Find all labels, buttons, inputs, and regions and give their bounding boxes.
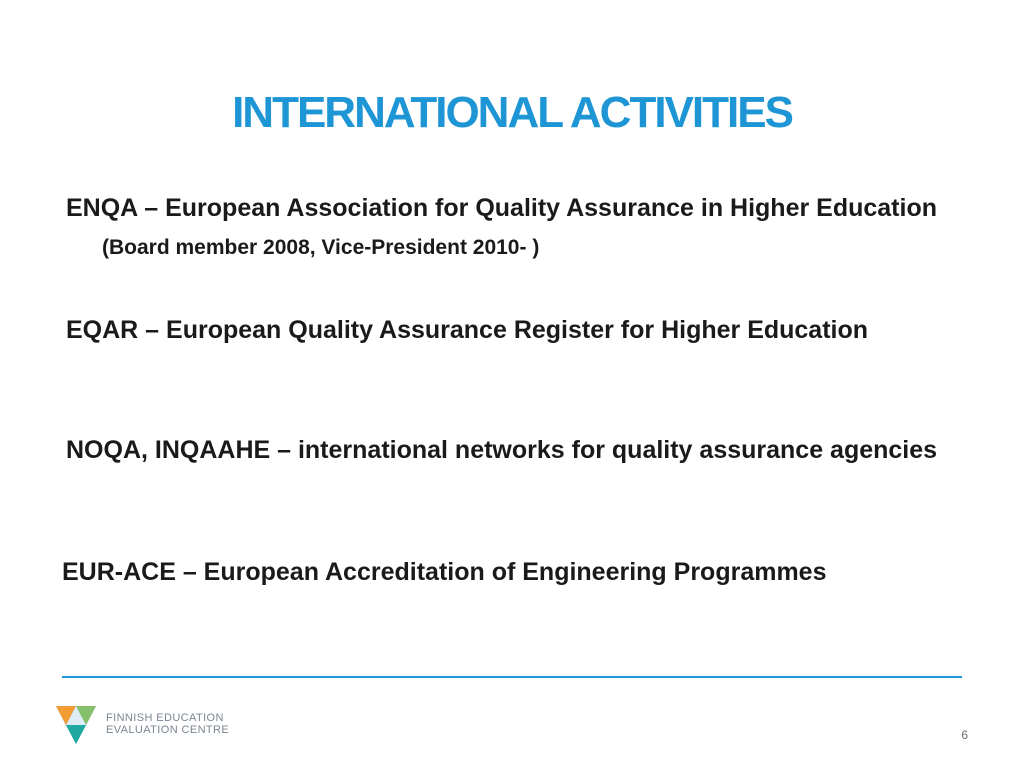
- logo-text: [106, 712, 229, 736]
- list-item-main-text: NOQA, INQAAHE – international networks for quality assurance agencies: [66, 436, 938, 464]
- list-item-main-text: EQAR – European Quality Assurance Register for Higher Education: [66, 316, 869, 344]
- list-item-eur-ace: [62, 554, 942, 590]
- list-item-eqar: [66, 312, 982, 348]
- list-item-noqa: [66, 432, 982, 468]
- triangle-logo-icon: [52, 700, 100, 748]
- logo-text-line1: FINNISH EDUCATION: [106, 712, 224, 724]
- list-item-sub-text: (Board member 2008, Vice-President 2010- ): [102, 236, 540, 259]
- organization-logo: [52, 700, 229, 748]
- logo-text-line2: EVALUATION CENTRE: [106, 724, 230, 736]
- slide-title: INTERNATIONAL ACTIVITIES: [232, 88, 792, 137]
- footer-divider: [62, 676, 962, 678]
- page-number: 6: [961, 728, 968, 742]
- list-item-main-text: EUR-ACE – European Accreditation of Engineering Programmes: [62, 558, 827, 586]
- list-item-main-text: ENQA – European Association for Quality Assurance in Higher Education: [66, 194, 937, 222]
- list-item-enqa: [66, 190, 1002, 266]
